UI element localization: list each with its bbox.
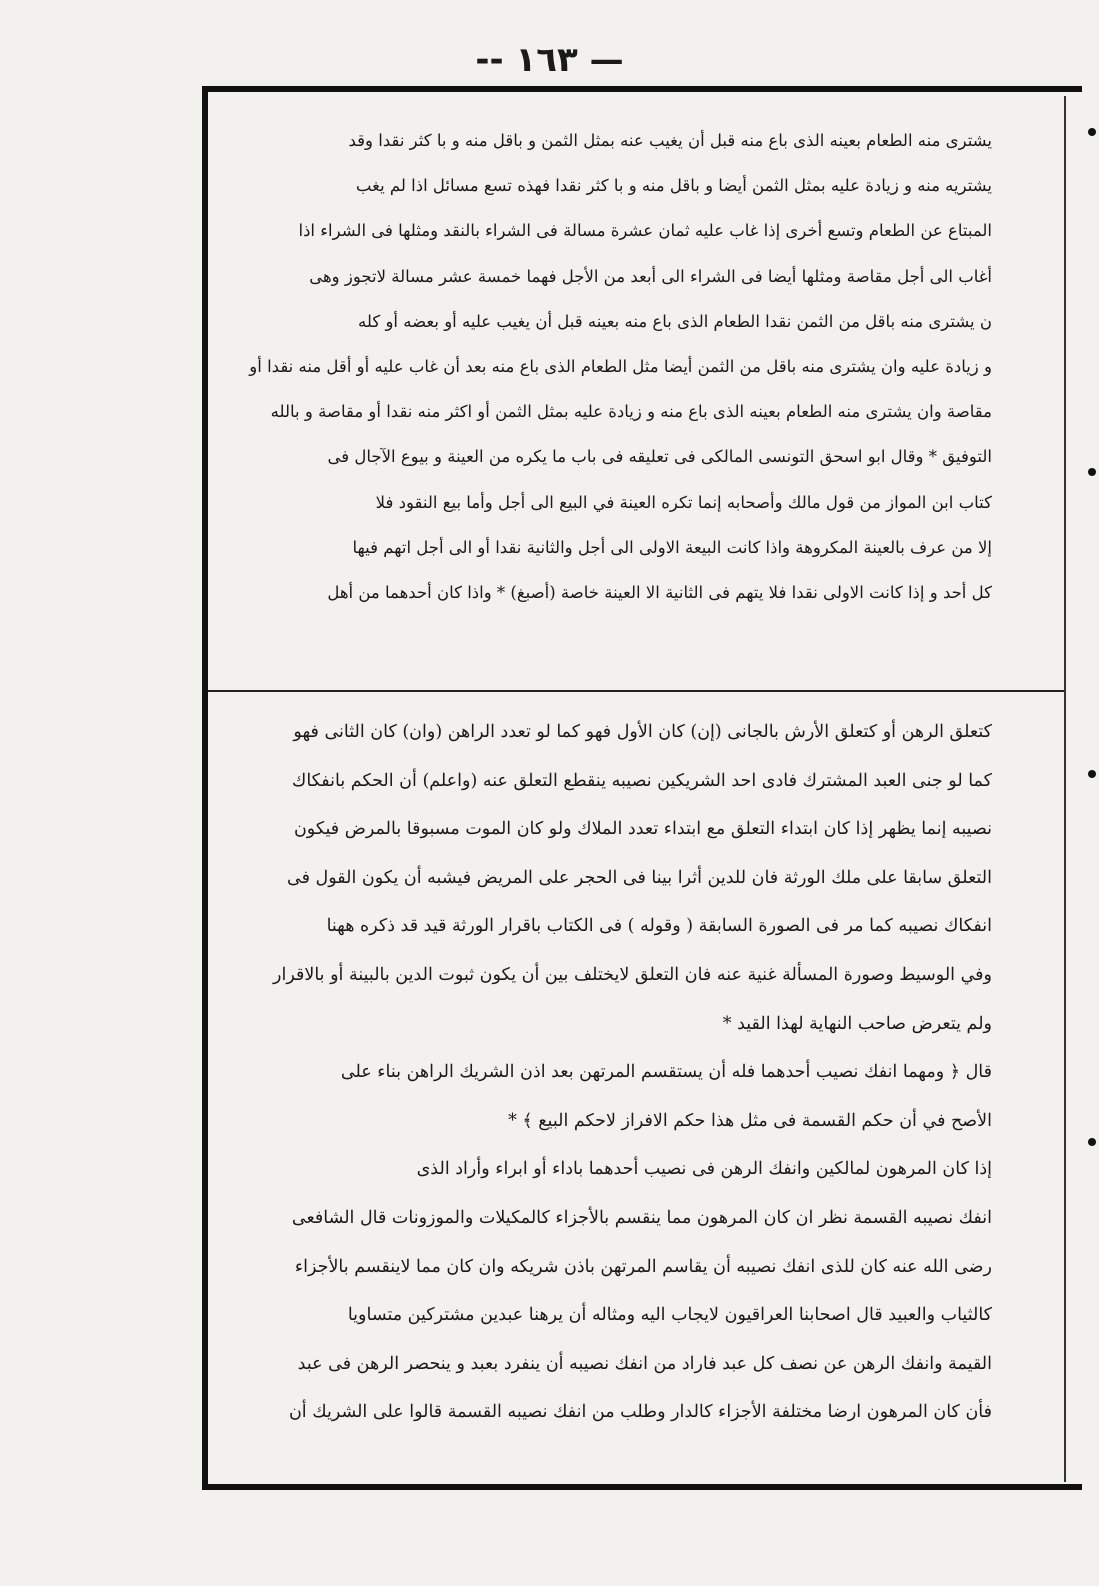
text-line: الأصح في أن حكم القسمة فى مثل هذا حكم الافراز لاحكم البيع ﴾ * [508, 1110, 992, 1131]
text-line: ولم يتعرض صاحب النهاية لهذا القيد * [722, 1013, 992, 1034]
text-line: يشترى منه الطعام بعينه الذى باع منه قبل أن يغيب عنه بمثل الثمن و باقل منه و با كثر نقدا وقد [348, 131, 992, 150]
text-line: رضى الله عنه كان للذى انفك نصيبه أن يقاسم المرتهن باذن شريكه وان كان مما لاينقسم بالأجزاء [294, 1256, 992, 1277]
frame-top-rule [202, 86, 1082, 92]
margin-mark [1088, 128, 1096, 136]
upper-text-block [222, 118, 992, 615]
margin-mark [1088, 1138, 1096, 1146]
text-line: كل أحد و إذا كانت الاولى نقدا فلا يتهم فى الثانية الا العينة خاصة (أصبغ) * واذا كان أحدهما من أهل [327, 582, 992, 602]
text-line: التوفيق * وقال ابو اسحق التونسى المالكى فى تعليقه فى باب ما يكره من العينة و بيوع الآجال فى [327, 447, 992, 467]
text-line: إلا من عرف بالعينة المكروهة واذا كانت البيعة الاولى الى أجل والثانية نقدا أو الى أجل اتهم فيها [352, 537, 992, 557]
text-line: وفي الوسيط وصورة المسألة غنية عنه فان التعلق لايختلف بين أن يكون ثبوت الدين بالبينة أو بالاقرار [273, 964, 992, 985]
text-line: كما لو جنى العبد المشترك فادى احد الشريكين نصيبه ينقطع التعلق عنه (واعلم) أن الحكم بانفكاك [291, 770, 992, 791]
frame-right-rule [1064, 96, 1066, 1482]
margin-mark [1088, 468, 1096, 476]
margin-mark [1088, 770, 1096, 778]
text-line: يشتريه منه و زيادة عليه بمثل الثمن أيضا و باقل منه و با كثر نقدا فهذه تسع مسائل اذا لم يغب [355, 176, 992, 196]
text-line: التعلق سابقا على ملك الورثة فان للدين أثرا بينا فى الحجر على المريض فيشبه أن يكون القول فى [287, 867, 992, 888]
lower-text-block [222, 708, 992, 1437]
text-line: و زيادة عليه وان يشترى منه باقل من الثمن أيضا مثل الطعام الذى باع منه بعد أن غاب عليه أو أقل منه نقدا أو [249, 356, 992, 376]
text-line: قال ﴿ ومهما انفك نصيب أحدهما فله أن يستقسم المرتهن بعد اذن الشريك الراهن بناء على [340, 1062, 992, 1083]
section-divider [208, 690, 1064, 692]
text-line: كتعلق الرهن أو كتعلق الأرش بالجانى (إن) كان الأول فهو كما لو تعدد الراهن (وان) كان الثانى فهو [293, 722, 992, 742]
frame-left-rule [202, 90, 208, 1488]
text-line: ن يشترى منه باقل من الثمن نقدا الطعام الذى باع منه بعينه قبل أن يغيب عليه أو بعضه أو كله [358, 311, 992, 331]
text-line: المبتاع عن الطعام وتسع أخرى إذا غاب عليه ثمان عشرة مسالة فى الشراء بالنقد ومثلها فى الشراء اذا [298, 221, 992, 241]
text-line: كالثياب والعبيد قال اصحابنا العراقيون لايجاب اليه ومثاله أن يرهنا عبدين مشتركين متساويا [347, 1305, 992, 1326]
text-line: انفكاك نصيبه كما مر فى الصورة السابقة ( وقوله ) فى الكتاب باقرار الورثة قيد قد ذكره ههنا [326, 916, 992, 937]
page-number: — ١٦٣ -- [475, 40, 624, 80]
text-line: نصيبه إنما يظهر إذا كان ابتداء التعلق مع ابتداء تعدد الملاك ولو كان الموت مسبوقا بالمرض فيكون [293, 819, 992, 840]
text-line: فأن كان المرهون ارضا مختلفة الأجزاء كالدار وطلب من انفك نصيبه القسمة قالوا على الشريك أن [288, 1402, 992, 1423]
text-line: انفك نصيبه القسمة نظر ان كان المرهون مما ينقسم بالأجزاء كالمكيلات والموزونات قال الشافعى [291, 1207, 992, 1228]
text-line: أغاب الى أجل مقاصة ومثلها أيضا فى الشراء الى أبعد من الأجل فهما خمسة عشر مسالة لاتجوز وهى [309, 266, 992, 286]
text-line: مقاصة وان يشترى منه الطعام بعينه الذى باع منه و زيادة عليه بمثل الثمن أو اكثر منه نقدا أو مقاصة و بالله [270, 402, 992, 422]
text-line: القيمة وانفك الرهن عن نصف كل عبد فاراد من انفك نصيبه أن ينفرد بعبد و ينحصر الرهن فى عبد [297, 1353, 992, 1374]
frame-bottom-rule [202, 1484, 1082, 1490]
text-line: كتاب ابن المواز من قول مالك وأصحابه إنما تكره العينة في البيع الى أجل وأما بيع النقود فلا [375, 492, 992, 512]
text-line: إذا كان المرهون لمالكين وانفك الرهن فى نصيب أحدهما باداء أو ابراء وأراد الذى [416, 1159, 992, 1180]
